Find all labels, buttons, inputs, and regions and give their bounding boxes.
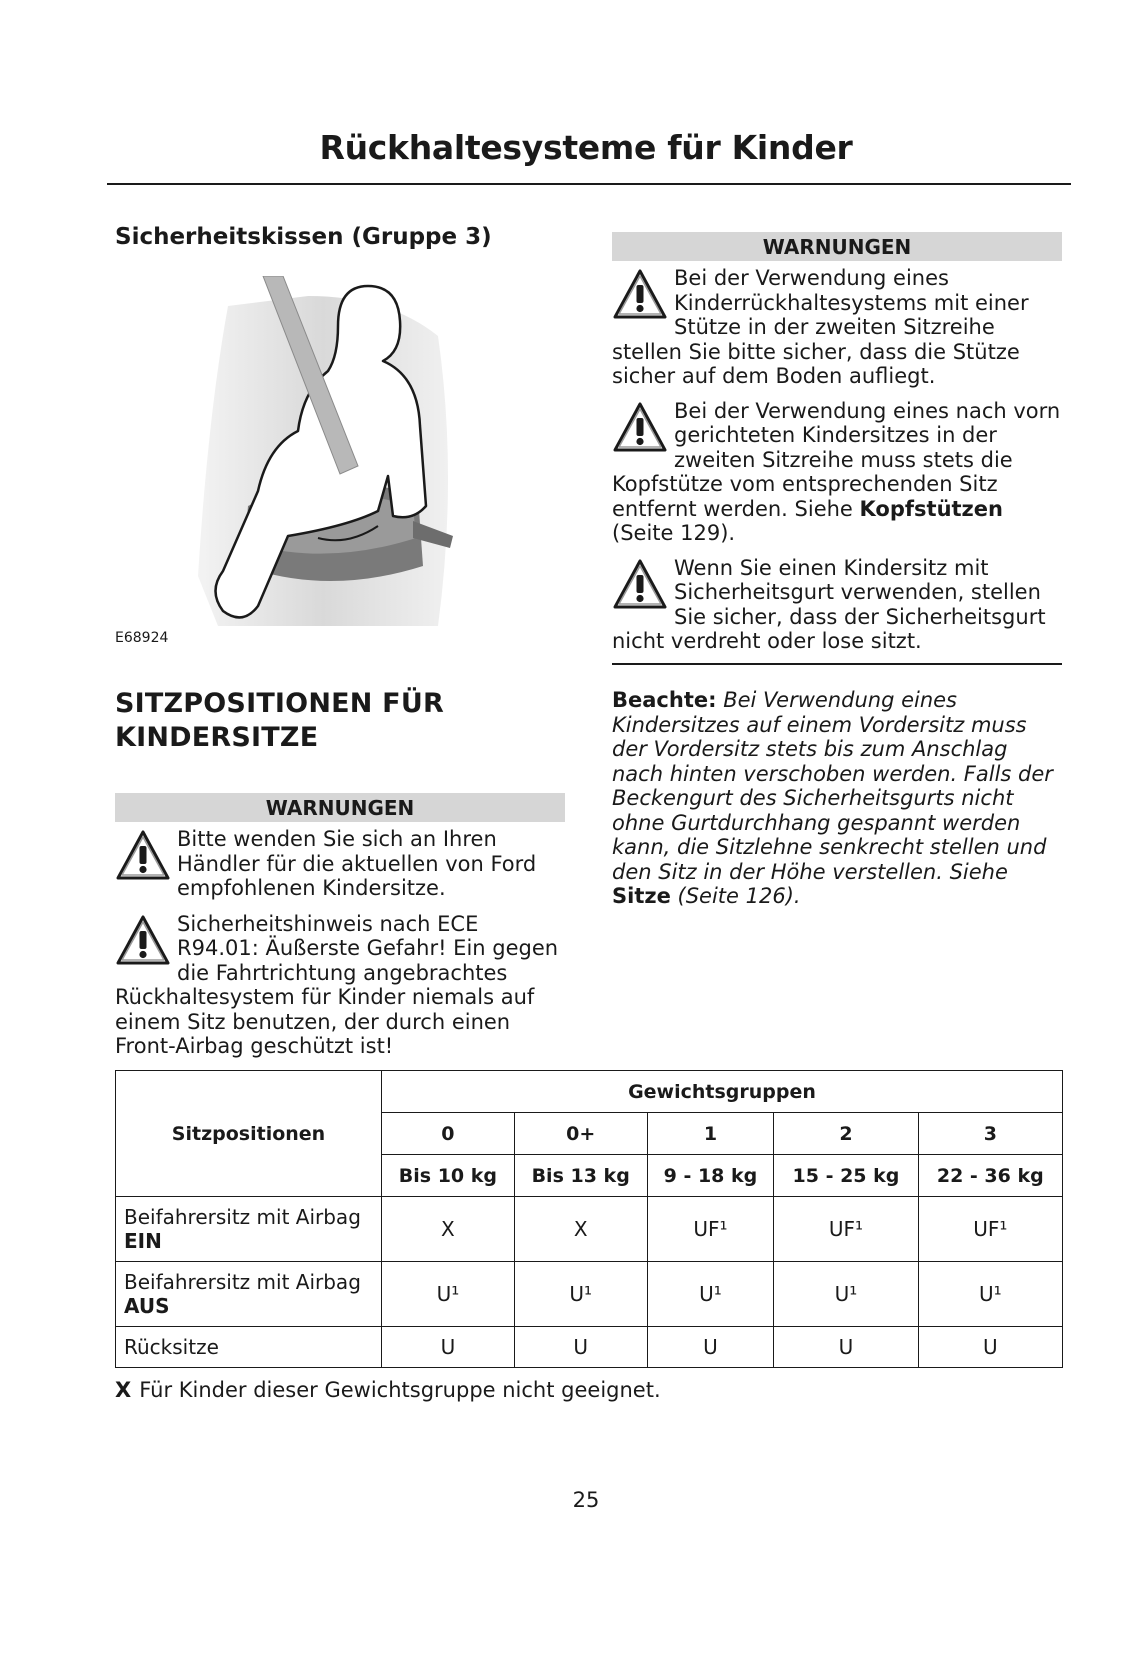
table-cell: U (774, 1327, 918, 1368)
warning-item (612, 399, 1062, 546)
warning-text: Bei der Verwendung eines nach vorn gerichteten Kindersitzes in der zweiten Sitzreihe muss stets die Kopfstütze vom entsprechenden Sitz entfernt werden. Siehe Kopfstützen (Seite 129). (612, 398, 1061, 545)
col-header-positions: Sitzpositionen (116, 1071, 382, 1197)
seat-positions-section (115, 687, 565, 1059)
section-heading-line2: KINDERSITZE (115, 722, 319, 753)
weight-header: Bis 13 kg (514, 1155, 647, 1197)
warning-item (115, 912, 565, 1059)
note-block (612, 688, 1062, 909)
warning-text: Wenn Sie einen Kindersitz mit Sicherheitsgurt verwenden, stellen Sie sicher, dass der Sicherheitsgurt nicht verdreht oder lose sitzt. (612, 555, 1046, 653)
group-header: 0 (382, 1113, 515, 1155)
footnote (115, 1378, 661, 1402)
table-cell: X (382, 1197, 515, 1262)
group-header: 0+ (514, 1113, 647, 1155)
warning-triangle-icon (115, 829, 171, 883)
warning-triangle-icon (612, 268, 668, 322)
row-label: Beifahrersitz mit Airbag EIN (116, 1197, 382, 1262)
warning-item (115, 827, 565, 901)
table-cell: U (918, 1327, 1062, 1368)
section-heading-line1: SITZPOSITIONEN FÜR (115, 688, 444, 719)
warning-triangle-icon (115, 914, 171, 968)
table-cell: U¹ (514, 1262, 647, 1327)
table-cell: U (382, 1327, 515, 1368)
table-cell: U (514, 1327, 647, 1368)
warning-triangle-icon (612, 401, 668, 455)
note-page-ref: (Seite 126). (677, 884, 801, 908)
weight-header: 22 - 36 kg (918, 1155, 1062, 1197)
warning-item (612, 556, 1062, 654)
table-cell: UF¹ (774, 1197, 918, 1262)
booster-section (115, 224, 565, 250)
figure-code: E68924 (115, 630, 169, 646)
warning-text: Bitte wenden Sie sich an Ihren Händler für die aktuellen von Ford empfohlenen Kindersitze. (177, 827, 537, 900)
table-cell: U¹ (774, 1262, 918, 1327)
right-warnings (612, 232, 1062, 665)
seat-position-table (115, 1070, 1063, 1368)
weight-header: Bis 10 kg (382, 1155, 515, 1197)
table-row (116, 1262, 1063, 1327)
row-label: Beifahrersitz mit Airbag AUS (116, 1262, 382, 1327)
table-row (116, 1327, 1063, 1368)
row-label: Rücksitze (116, 1327, 382, 1368)
weight-header: 9 - 18 kg (647, 1155, 774, 1197)
title-divider (107, 183, 1071, 185)
table-cell: UF¹ (918, 1197, 1062, 1262)
kopfstuetzen-link[interactable]: Kopfstützen (859, 496, 1003, 521)
group-header: 3 (918, 1113, 1062, 1155)
table-cell: U¹ (382, 1262, 515, 1327)
table-cell: U (647, 1327, 774, 1368)
footnote-text: Für Kinder dieser Gewichtsgruppe nicht geeignet. (139, 1378, 661, 1402)
warning-text: Bei der Verwendung eines Kinderrückhaltesystems mit einer Stütze in der zweiten Sitzreihe stellen Sie bitte sicher, dass die Stütze sicher auf dem Boden aufliegt. (612, 266, 1029, 388)
warnings-divider (612, 663, 1062, 665)
page-number: 25 (572, 1488, 600, 1512)
section-heading (115, 687, 565, 755)
weight-header: 15 - 25 kg (774, 1155, 918, 1197)
table-row (116, 1197, 1063, 1262)
warning-item (612, 266, 1062, 389)
booster-seat-illustration (188, 276, 463, 636)
page-title: Rückhaltesysteme für Kinder (319, 128, 853, 167)
group-header: 2 (774, 1113, 918, 1155)
note-text: Bei Verwendung eines Kindersitzes auf einem Vordersitz muss der Vordersitz stets bis zum Anschlag nach hinten verschoben werden. Falls der Beckengurt des Sicherheitsgurts nicht ohne Gurtdurchhang gespannt werden kann, die Sitzlehne senkrecht stellen und den Sitz in der Höhe verstellen. Siehe (612, 688, 1053, 884)
booster-heading: Sicherheitskissen (Gruppe 3) (115, 224, 492, 250)
note-label: Beachte: (612, 688, 717, 712)
col-header-groups: Gewichtsgruppen (382, 1071, 1063, 1113)
footnote-symbol: X (115, 1378, 132, 1402)
table-cell: X (514, 1197, 647, 1262)
table-cell: U¹ (647, 1262, 774, 1327)
page-ref: (Seite 129). (612, 521, 736, 545)
warning-text: Sicherheitshinweis nach ECE R94.01: Äußerste Gefahr! Ein gegen die Fahrtrichtung angebrachtes Rückhaltesystem für Kinder niemals auf einem Sitz benutzen, der durch einen Front-Airbag geschützt ist! (115, 911, 559, 1058)
group-header: 1 (647, 1113, 774, 1155)
table-cell: UF¹ (647, 1197, 774, 1262)
table-cell: U¹ (918, 1262, 1062, 1327)
sitze-link[interactable]: Sitze (612, 884, 671, 908)
warning-triangle-icon (612, 558, 668, 612)
warnings-header: WARNUNGEN (115, 793, 565, 822)
warnings-header: WARNUNGEN (612, 232, 1062, 261)
